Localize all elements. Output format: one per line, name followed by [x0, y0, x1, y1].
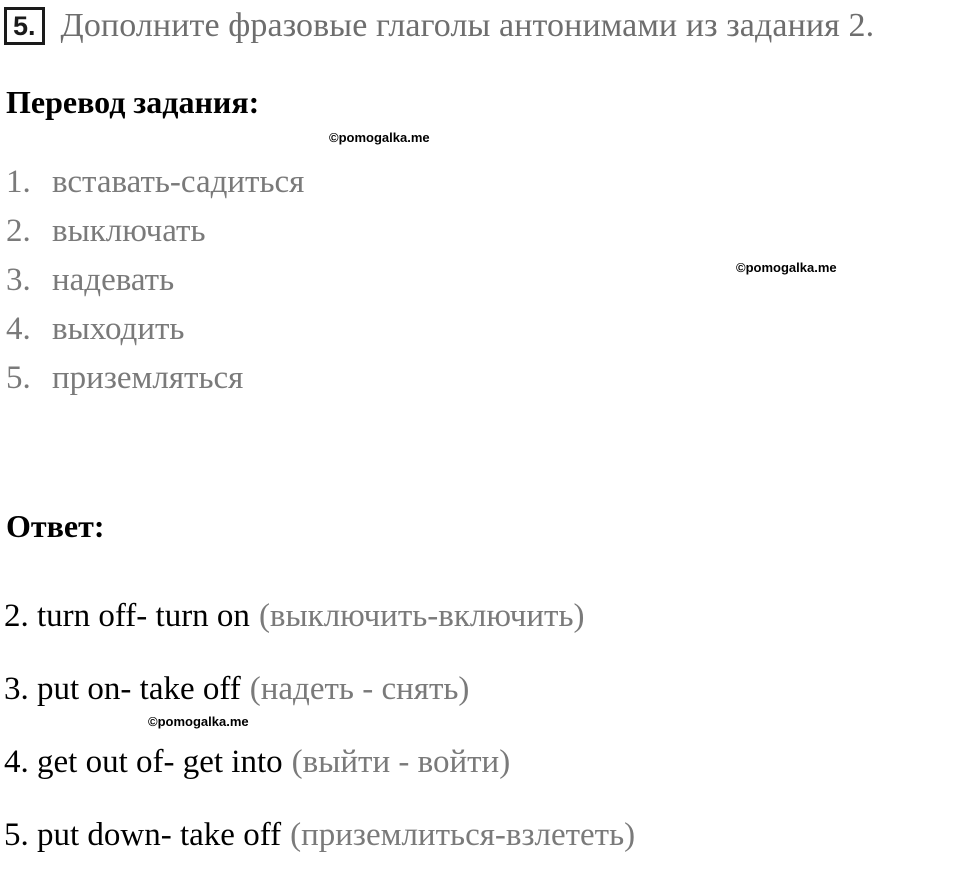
task-instruction: Дополните фразовые глаголы антонимами из задания 2. [60, 7, 875, 44]
list-item [6, 158, 304, 207]
answer-heading: Ответ: [6, 508, 105, 544]
list-item-number: 4. [6, 311, 31, 347]
answer-english: 4. get out of- get into [4, 744, 283, 780]
list-item-number: 1. [6, 164, 31, 200]
answer-english: 2. turn off- turn on [4, 598, 250, 634]
answer-english: 5. put down- take off [4, 817, 282, 853]
answer-translation: (выключить-включить) [258, 598, 585, 634]
list-item [6, 207, 304, 256]
list-item [6, 354, 304, 403]
watermark: ©pomogalka.me [148, 714, 249, 729]
list-item-number: 3. [6, 262, 31, 298]
answer-translation: (надеть - снять) [249, 671, 470, 707]
list-item-text: выходить [52, 311, 185, 347]
list-item-text: выключать [52, 213, 206, 249]
watermark: ©pomogalka.me [736, 260, 837, 275]
list-item-number: 5. [6, 360, 31, 396]
answer-item [4, 580, 635, 653]
list-item-text: приземляться [52, 360, 244, 396]
answer-list [4, 580, 635, 872]
task-number-badge: 5. [4, 7, 45, 45]
answer-item [4, 726, 635, 799]
list-item [6, 305, 304, 354]
task-header [4, 6, 874, 46]
translation-heading: Перевод задания: [6, 84, 260, 120]
list-item-text: надевать [52, 262, 175, 298]
watermark: ©pomogalka.me [329, 130, 430, 145]
translation-list [6, 158, 304, 403]
answer-translation: (приземлиться-взлететь) [290, 817, 636, 853]
answer-translation: (выйти - войти) [291, 744, 511, 780]
list-item-text: вставать-садиться [52, 164, 305, 200]
answer-english: 3. put on- take off [4, 671, 241, 707]
answer-item [4, 799, 635, 872]
list-item-number: 2. [6, 213, 31, 249]
list-item [6, 256, 304, 305]
answer-item [4, 653, 635, 726]
